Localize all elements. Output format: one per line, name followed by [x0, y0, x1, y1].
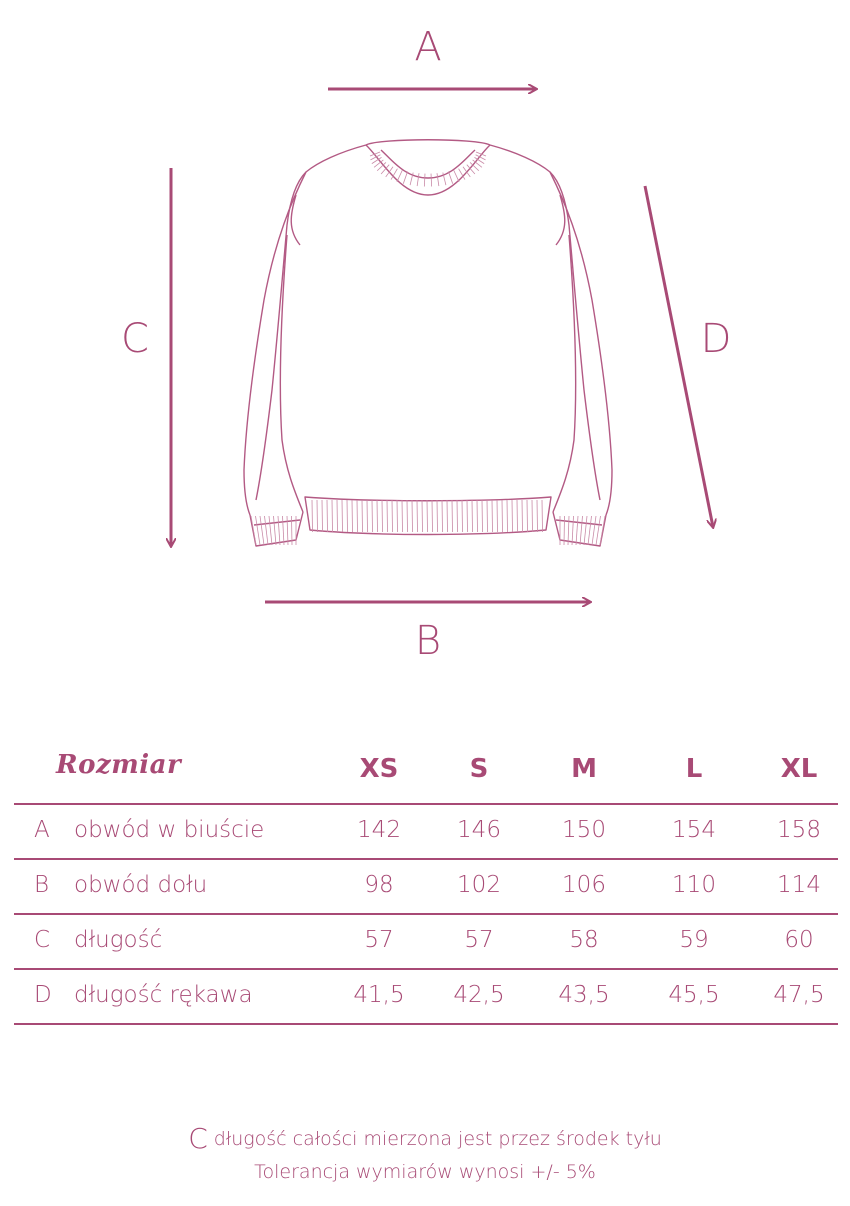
size-header-xs: XS — [359, 754, 399, 784]
table-row — [14, 915, 838, 970]
ribbing-lines — [251, 152, 605, 545]
dimension-label-d: D — [700, 316, 732, 362]
row-label: obwód w biuście — [74, 817, 265, 843]
row-label: długość rękawa — [74, 982, 253, 1008]
note-tolerance: Tolerancja wymiarów wynosi +/- 5% — [254, 1161, 596, 1183]
row-value: 57 — [364, 927, 394, 953]
row-value: 58 — [569, 927, 599, 953]
dimension-label-c: C — [121, 316, 149, 362]
row-value: 142 — [357, 817, 401, 843]
table-row — [14, 805, 838, 860]
row-value: 102 — [457, 872, 501, 898]
table-row — [14, 860, 838, 915]
size-header-s: S — [469, 754, 489, 784]
size-table-title: Rozmiar — [56, 750, 182, 780]
dimension-label-b: B — [414, 618, 442, 664]
row-letter: D — [34, 982, 52, 1008]
row-value: 150 — [562, 817, 606, 843]
row-value: 114 — [777, 872, 821, 898]
size-notes — [0, 1122, 850, 1183]
row-value: 158 — [777, 817, 821, 843]
row-value: 59 — [679, 927, 709, 953]
row-value: 45,5 — [668, 982, 720, 1008]
size-header-xl: XL — [780, 754, 818, 784]
row-value: 146 — [457, 817, 501, 843]
note-length-text: długość całości mierzona jest przez środek tyłu — [213, 1128, 662, 1150]
row-label: długość — [74, 927, 163, 953]
size-table — [14, 740, 838, 1025]
row-letter: C — [34, 927, 51, 953]
row-value: 42,5 — [453, 982, 505, 1008]
table-row — [14, 970, 838, 1025]
sweatshirt-illustration — [244, 140, 612, 546]
size-header-l: L — [685, 754, 703, 784]
dimension-label-a: A — [414, 24, 442, 70]
row-value: 98 — [364, 872, 394, 898]
note-length — [0, 1122, 850, 1155]
size-table-header — [14, 740, 838, 805]
size-header-m: M — [571, 754, 597, 784]
row-value: 47,5 — [773, 982, 825, 1008]
row-label: obwód dołu — [74, 872, 208, 898]
row-value: 154 — [672, 817, 716, 843]
row-value: 110 — [672, 872, 716, 898]
note-letter: C — [188, 1122, 208, 1155]
row-value: 43,5 — [558, 982, 610, 1008]
row-value: 106 — [562, 872, 606, 898]
row-value: 57 — [464, 927, 494, 953]
row-letter: A — [34, 817, 50, 843]
row-letter: B — [34, 872, 50, 898]
row-value: 60 — [784, 927, 814, 953]
row-value: 41,5 — [353, 982, 405, 1008]
